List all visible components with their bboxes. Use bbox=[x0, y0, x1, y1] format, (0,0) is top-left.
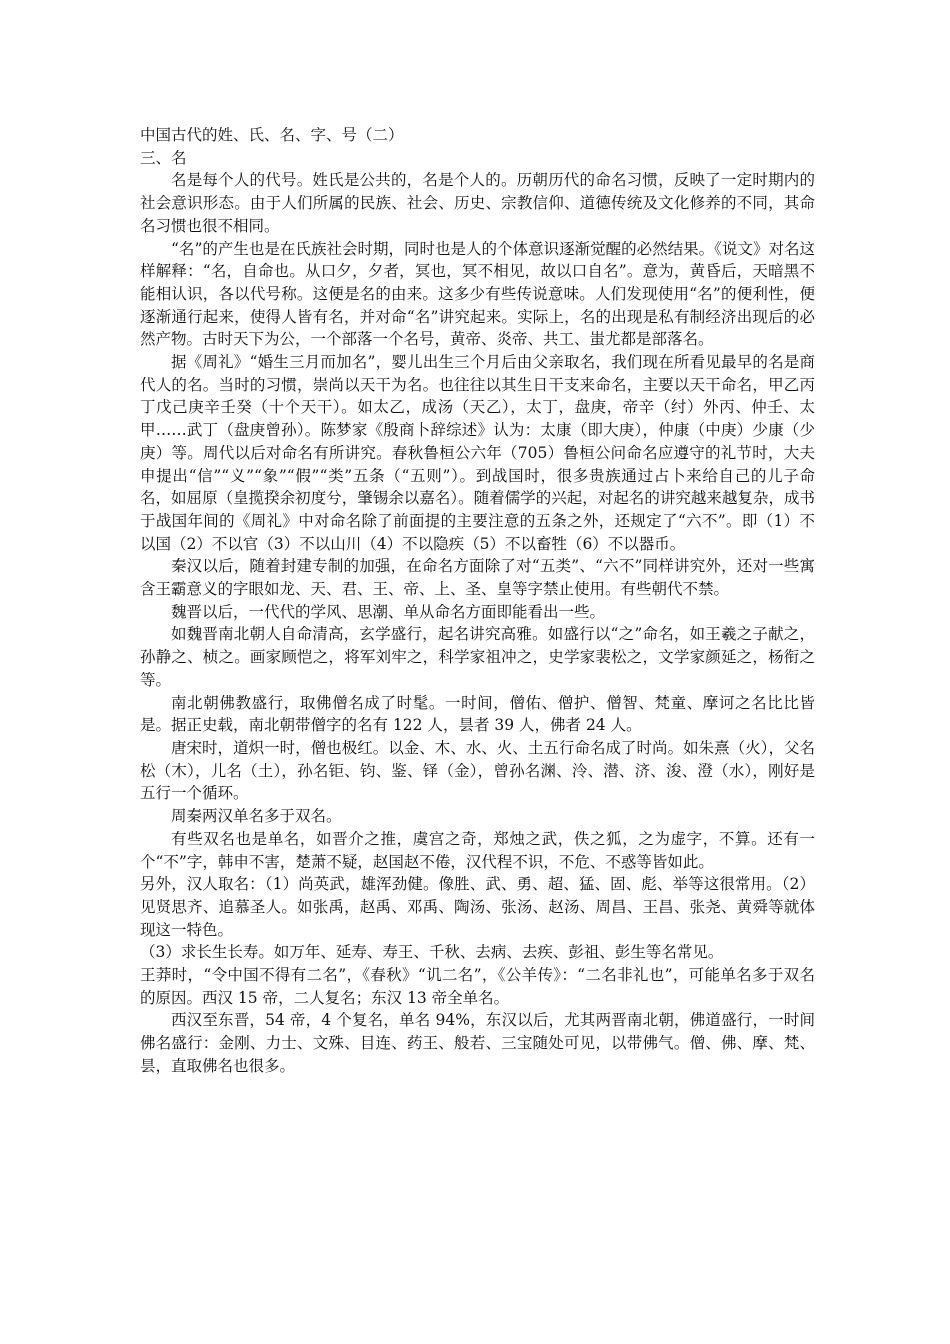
paragraph: 另外，汉人取名：（1）尚英武，雄浑劲健。像胜、武、勇、超、猛、固、彪、举等这很常用。（2）见贤思齐、追慕圣人。如张禹，赵禹、邓禹、陶汤、张汤、赵汤、周昌、王昌、张尧、黄舜等就体现这一特色。 bbox=[140, 875, 815, 939]
document-page bbox=[140, 124, 815, 1078]
paragraph: 据《周礼》“婚生三月而加名”，婴儿出生三个月后由父亲取名，我们现在所看见最早的名是商代人的名。当时的习惯，崇尚以天干为名。也往往以其生日干支来命名，主要以天干命名，甲乙丙丁戊己庚辛壬癸（十个天干）。如太乙，成汤（天乙），太丁，盘庚，帝辛（纣）外丙、仲壬、太甲……武丁（盘庚曾孙）。陈梦家《殷商卜辞综述》认为：太康（即大庚），仲康（中庚）少康（少庚）等。周代以后对命名有所讲究。春秋鲁桓公六年（705）鲁桓公问命名应遵守的礼节时，大夫申提出“信”“义”“象”“假”“类”五条（“五则”）。到战国时，很多贵族通过占卜来给自己的儿子命名，如屈原（皇揽揆余初度兮，肇锡余以嘉名）。随着儒学的兴起，对起名的讲究越来越复杂，成书于战国年间的《周礼》中对命名除了前面提的主要注意的五条之外，还规定了“六不”。即（1）不以国（2）不以官（3）不以山川（4）不以隐疾（5）不以畜牲（6）不以器币。 bbox=[140, 353, 815, 553]
section-heading: 三、名 bbox=[140, 148, 187, 167]
paragraph: 唐宋时，道炽一时，僧也极红。以金、木、水、火、土五行命名成了时尚。如朱熹（火），父名松（木），儿名（土），孙名钜、钧、鉴、铎（金），曾孙名渊、泠、潜、济、浚、澄（水），刚好是五行一个循环。 bbox=[140, 738, 815, 803]
paragraph: “名”的产生也是在氏族社会时期，同时也是人的个体意识逐渐觉醒的必然结果。《说文》对名这样解释：“名，自命也。从口夕，夕者，冥也，冥不相见，故以口自名”。意为，黄昏后，天暗黑不能相认识，各以代号称。这便是名的由来。这多少有些传说意味。人们发现使用“名”的便利性，便逐渐通行起来，使得人皆有名，并对命“名”讲究起来。实际上，名的出现是私有制经济出现后的必然产物。古时天下为公，一个部落一个名号，黄帝、炎帝、共工、蚩尤都是部落名。 bbox=[140, 239, 815, 349]
paragraph: 秦汉以后，随着封建专制的加强，在命名方面除了对“五类”、“六不”同样讲究外，还对一些寓含王霸意义的字眼如龙、天、君、王、帝、上、圣、皇等字禁止使用。有些朝代不禁。 bbox=[140, 557, 815, 599]
paragraph: 南北朝佛教盛行，取佛僧名成了时髦。一时间，僧佑、僧护、僧智、梵童、摩诃之名比比皆是。据正史载，南北朝带僧字的名有 122 人，昙者 39 人，佛者 24 人。 bbox=[140, 693, 815, 735]
paragraph: （3）求长生长寿。如万年、延寿、寿王、千秋、去病、去疾、彭祖、彭生等名常见。 bbox=[140, 943, 724, 962]
paragraph: 西汉至东晋，54 帝，4 个复名，单名 94%，东汉以后，尤其两晋南北朝，佛道盛行，一时间佛名盛行：金刚、力士、文殊、目连、药王、般若、三宝随处可见，以带佛气。僧、佛、摩、梵、昙，直取佛名也很多。 bbox=[140, 1011, 815, 1075]
document-body bbox=[140, 169, 815, 1077]
paragraph: 有些双名也是单名，如晋介之推，虞宫之奇，郑烛之武，佚之狐，之为虚字，不算。还有一个“不”字，韩申不害，楚萧不疑，赵国赵不倦，汉代程不识，不危、不惑等皆如此。 bbox=[140, 829, 815, 871]
paragraph: 魏晋以后，一代代的学风、思潮、单从命名方面即能看出一些。 bbox=[171, 602, 606, 621]
document-title: 中国古代的姓、氏、名、字、号（二） bbox=[140, 126, 404, 144]
paragraph: 王莽时，“令中国不得有二名”，《春秋》“讥二名”，《公羊传》：“二名非礼也”，可能单名多于双名的原因。西汉 15 帝，二人复名；东汉 13 帝全单名。 bbox=[140, 966, 815, 1007]
paragraph: 名是每个人的代号。姓氏是公共的，名是个人的。历朝历代的命名习惯，反映了一定时期内的社会意识形态。由于人们所属的民族、社会、历史、宗教信仰、道德传统及文化修养的不同，其命名习惯也很不相同。 bbox=[140, 171, 815, 235]
paragraph: 如魏晋南北朝人自命清高，玄学盛行，起名讲究高雅。如盛行以“之”命名，如王羲之子献之，孙静之、桢之。画家顾恺之，将军刘牢之，科学家祖冲之，史学家裴松之，文学家颜延之，杨衔之等。 bbox=[140, 625, 815, 689]
paragraph: 周秦两汉单名多于双名。 bbox=[171, 807, 342, 826]
